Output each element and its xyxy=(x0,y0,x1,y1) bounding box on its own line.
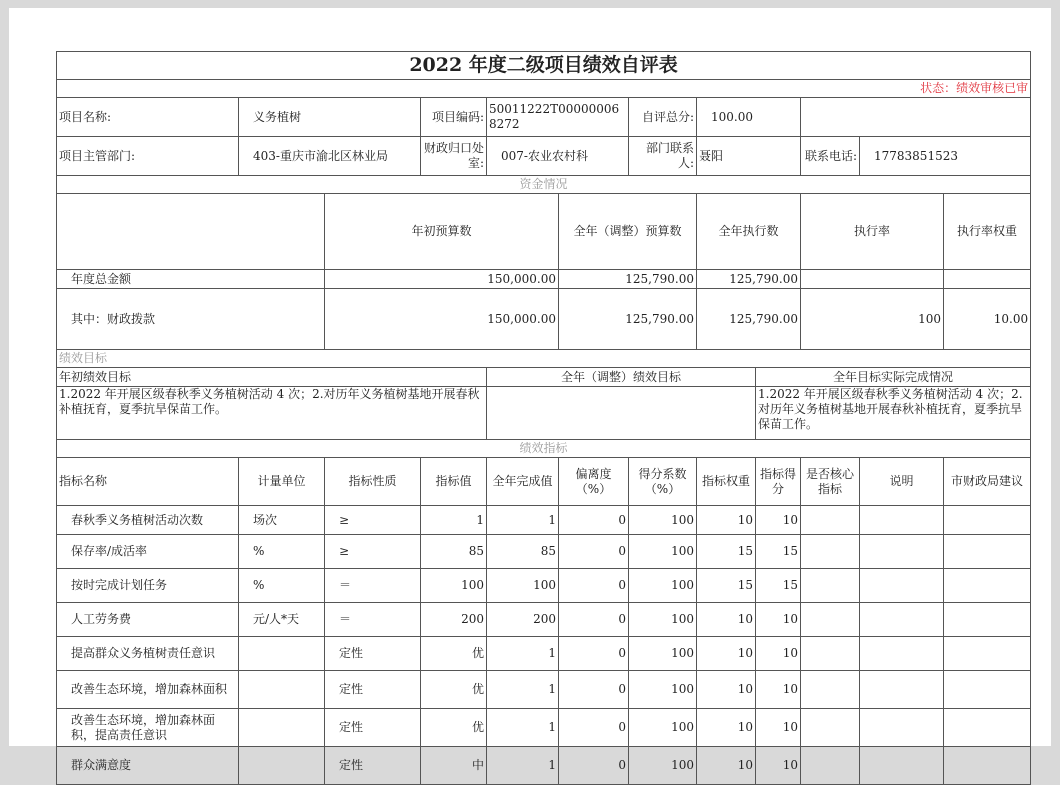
indicator-unit: % xyxy=(239,569,325,603)
table-row xyxy=(57,569,1031,603)
table-row xyxy=(57,637,1031,671)
ind-header-note: 说明 xyxy=(860,458,944,506)
indicator-name: 春秋季义务植树活动次数 xyxy=(57,506,239,535)
indicator-weight: 10 xyxy=(697,671,756,709)
indicator-weight: 10 xyxy=(697,709,756,747)
indicator-deviation: 0 xyxy=(559,747,629,785)
indicator-coef: 100 xyxy=(629,637,697,671)
indicator-unit: % xyxy=(239,535,325,569)
funds-rate: 100 xyxy=(801,289,944,350)
indicator-name: 改善生态环境，增加森林面积 xyxy=(57,671,239,709)
indicator-advice xyxy=(944,747,1031,785)
evaluation-table xyxy=(56,51,1031,785)
indicator-note xyxy=(860,535,944,569)
indicator-target: 优 xyxy=(421,671,487,709)
indicator-coef: 100 xyxy=(629,671,697,709)
indicator-note xyxy=(860,637,944,671)
project-name-value: 义务植树 xyxy=(239,98,421,137)
indicator-actual: 1 xyxy=(487,671,559,709)
indicator-target: 优 xyxy=(421,637,487,671)
indicator-core xyxy=(801,671,860,709)
indicator-score: 10 xyxy=(756,671,801,709)
indicator-coef: 100 xyxy=(629,535,697,569)
contact-label: 部门联系人: xyxy=(629,137,697,176)
self-score-label: 自评总分: xyxy=(629,98,697,137)
indicator-note xyxy=(860,709,944,747)
indicator-name: 提高群众义务植树责任意识 xyxy=(57,637,239,671)
indicator-target: 100 xyxy=(421,569,487,603)
funds-header-executed: 全年执行数 xyxy=(697,194,801,270)
indicator-actual: 1 xyxy=(487,709,559,747)
indicator-score: 10 xyxy=(756,637,801,671)
ind-header-actual: 全年完成值 xyxy=(487,458,559,506)
project-code-label: 项目编码: xyxy=(421,98,487,137)
ind-header-target: 指标值 xyxy=(421,458,487,506)
indicator-weight: 10 xyxy=(697,747,756,785)
table-row xyxy=(57,535,1031,569)
indicator-deviation: 0 xyxy=(559,709,629,747)
funds-header-rate: 执行率 xyxy=(801,194,944,270)
indicator-target: 优 xyxy=(421,709,487,747)
indicator-weight: 10 xyxy=(697,637,756,671)
goals-adjusted-text xyxy=(487,387,756,440)
indicator-rows xyxy=(57,506,1031,785)
indicator-advice xyxy=(944,637,1031,671)
table-row xyxy=(57,506,1031,535)
indicator-deviation: 0 xyxy=(559,535,629,569)
indicator-advice xyxy=(944,709,1031,747)
self-score-value: 100.00 xyxy=(697,98,801,137)
indicator-name: 人工劳务费 xyxy=(57,603,239,637)
indicator-nature: 定性 xyxy=(325,671,421,709)
goals-header-actual: 全年目标实际完成情况 xyxy=(756,368,1031,387)
table-row xyxy=(57,671,1031,709)
indicator-unit: 元/人*天 xyxy=(239,603,325,637)
funds-adjusted: 125,790.00 xyxy=(559,270,697,289)
table-row xyxy=(57,603,1031,637)
goals-header-adjusted: 全年（调整）绩效目标 xyxy=(487,368,756,387)
indicator-note xyxy=(860,603,944,637)
indicator-unit xyxy=(239,637,325,671)
indicator-advice xyxy=(944,671,1031,709)
indicator-weight: 10 xyxy=(697,506,756,535)
project-code-value: 50011222T000000068272 xyxy=(487,98,629,137)
finance-office-label: 财政归口处室: xyxy=(421,137,487,176)
indicator-nature: 定性 xyxy=(325,709,421,747)
indicator-deviation: 0 xyxy=(559,637,629,671)
dept-value: 403-重庆市渝北区林业局 xyxy=(239,137,421,176)
ind-header-unit: 计量单位 xyxy=(239,458,325,506)
indicator-target: 85 xyxy=(421,535,487,569)
ind-header-coef: 得分系数（%） xyxy=(629,458,697,506)
funds-rate xyxy=(801,270,944,289)
indicator-actual: 200 xyxy=(487,603,559,637)
indicator-weight: 15 xyxy=(697,535,756,569)
phone-label: 联系电话: xyxy=(801,137,860,176)
ind-header-name: 指标名称 xyxy=(57,458,239,506)
ind-header-core: 是否核心指标 xyxy=(801,458,860,506)
indicator-nature: 定性 xyxy=(325,637,421,671)
indicator-weight: 10 xyxy=(697,603,756,637)
indicator-core xyxy=(801,506,860,535)
indicator-core xyxy=(801,569,860,603)
funds-header-budget: 年初预算数 xyxy=(325,194,559,270)
funds-section-title: 资金情况 xyxy=(57,176,1031,194)
page-title: 2022 年度二级项目绩效自评表 xyxy=(57,52,1031,80)
indicator-name: 改善生态环境，增加森林面积，提高责任意识 xyxy=(57,709,239,747)
funds-row xyxy=(57,289,1031,350)
indicator-actual: 1 xyxy=(487,506,559,535)
indicator-advice xyxy=(944,603,1031,637)
goals-initial-text: 1.2022 年开展区级春秋季义务植树活动 4 次；2.对历年义务植树基地开展春秋补植抚育，夏季抗旱保苗工作。 xyxy=(57,387,487,440)
funds-row-label: 年度总金额 xyxy=(57,270,325,289)
indicator-nature: ＝ xyxy=(325,569,421,603)
indicator-score: 10 xyxy=(756,747,801,785)
indicator-actual: 100 xyxy=(487,569,559,603)
indicator-score: 15 xyxy=(756,535,801,569)
table-row xyxy=(57,709,1031,747)
funds-adjusted: 125,790.00 xyxy=(559,289,697,350)
funds-header-adjusted: 全年（调整）预算数 xyxy=(559,194,697,270)
dept-label: 项目主管部门: xyxy=(57,137,239,176)
indicator-note xyxy=(860,671,944,709)
indicator-deviation: 0 xyxy=(559,671,629,709)
indicator-deviation: 0 xyxy=(559,603,629,637)
indicators-section-title: 绩效指标 xyxy=(57,440,1031,458)
indicator-coef: 100 xyxy=(629,709,697,747)
indicator-score: 10 xyxy=(756,603,801,637)
indicator-target: 200 xyxy=(421,603,487,637)
phone-value: 17783851523 xyxy=(860,137,1031,176)
indicator-weight: 15 xyxy=(697,569,756,603)
indicator-deviation: 0 xyxy=(559,506,629,535)
funds-executed: 125,790.00 xyxy=(697,289,801,350)
indicator-note xyxy=(860,569,944,603)
indicator-score: 10 xyxy=(756,506,801,535)
goals-actual-text: 1.2022 年开展区级春秋季义务植树活动 4 次；2.对历年义务植树基地开展春秋补植抚育，夏季抗旱保苗工作。 xyxy=(756,387,1031,440)
indicator-nature: ≥ xyxy=(325,506,421,535)
indicator-coef: 100 xyxy=(629,569,697,603)
report-paper xyxy=(9,8,1051,772)
indicator-score: 15 xyxy=(756,569,801,603)
indicator-core xyxy=(801,709,860,747)
indicator-actual: 1 xyxy=(487,747,559,785)
indicator-nature: ＝ xyxy=(325,603,421,637)
indicator-core xyxy=(801,747,860,785)
ind-header-weight: 指标权重 xyxy=(697,458,756,506)
indicator-nature: ≥ xyxy=(325,535,421,569)
finance-office-value: 007-农业农村科 xyxy=(487,137,629,176)
indicator-actual: 85 xyxy=(487,535,559,569)
indicator-advice xyxy=(944,569,1031,603)
indicator-unit xyxy=(239,709,325,747)
indicator-name: 群众满意度 xyxy=(57,747,239,785)
funds-executed: 125,790.00 xyxy=(697,270,801,289)
funds-weight: 10.00 xyxy=(944,289,1031,350)
indicator-core xyxy=(801,535,860,569)
indicator-coef: 100 xyxy=(629,603,697,637)
goals-section-title: 绩效目标 xyxy=(57,350,1031,368)
funds-row xyxy=(57,270,1031,289)
funds-budget: 150,000.00 xyxy=(325,289,559,350)
indicator-note xyxy=(860,506,944,535)
indicator-name: 按时完成计划任务 xyxy=(57,569,239,603)
indicator-score: 10 xyxy=(756,709,801,747)
indicator-nature: 定性 xyxy=(325,747,421,785)
indicator-target: 1 xyxy=(421,506,487,535)
status-badge: 状态：绩效审核已审 xyxy=(57,80,1031,98)
ind-header-deviation: 偏离度（%） xyxy=(559,458,629,506)
indicator-core xyxy=(801,637,860,671)
ind-header-score: 指标得分 xyxy=(756,458,801,506)
project-name-label: 项目名称: xyxy=(57,98,239,137)
funds-budget: 150,000.00 xyxy=(325,270,559,289)
goals-header-initial: 年初绩效目标 xyxy=(57,368,487,387)
indicator-unit xyxy=(239,747,325,785)
funds-weight xyxy=(944,270,1031,289)
indicator-target: 中 xyxy=(421,747,487,785)
contact-value: 聂阳 xyxy=(697,137,801,176)
indicator-unit xyxy=(239,671,325,709)
indicator-coef: 100 xyxy=(629,747,697,785)
indicator-unit: 场次 xyxy=(239,506,325,535)
funds-row-label: 其中：财政拨款 xyxy=(57,289,325,350)
indicator-note xyxy=(860,747,944,785)
ind-header-advice: 市财政局建议 xyxy=(944,458,1031,506)
table-row xyxy=(57,747,1031,785)
indicator-core xyxy=(801,603,860,637)
indicator-advice xyxy=(944,535,1031,569)
indicator-advice xyxy=(944,506,1031,535)
funds-header-weight: 执行率权重 xyxy=(944,194,1031,270)
indicator-name: 保存率/成活率 xyxy=(57,535,239,569)
indicator-deviation: 0 xyxy=(559,569,629,603)
indicator-coef: 100 xyxy=(629,506,697,535)
ind-header-nature: 指标性质 xyxy=(325,458,421,506)
indicator-actual: 1 xyxy=(487,637,559,671)
